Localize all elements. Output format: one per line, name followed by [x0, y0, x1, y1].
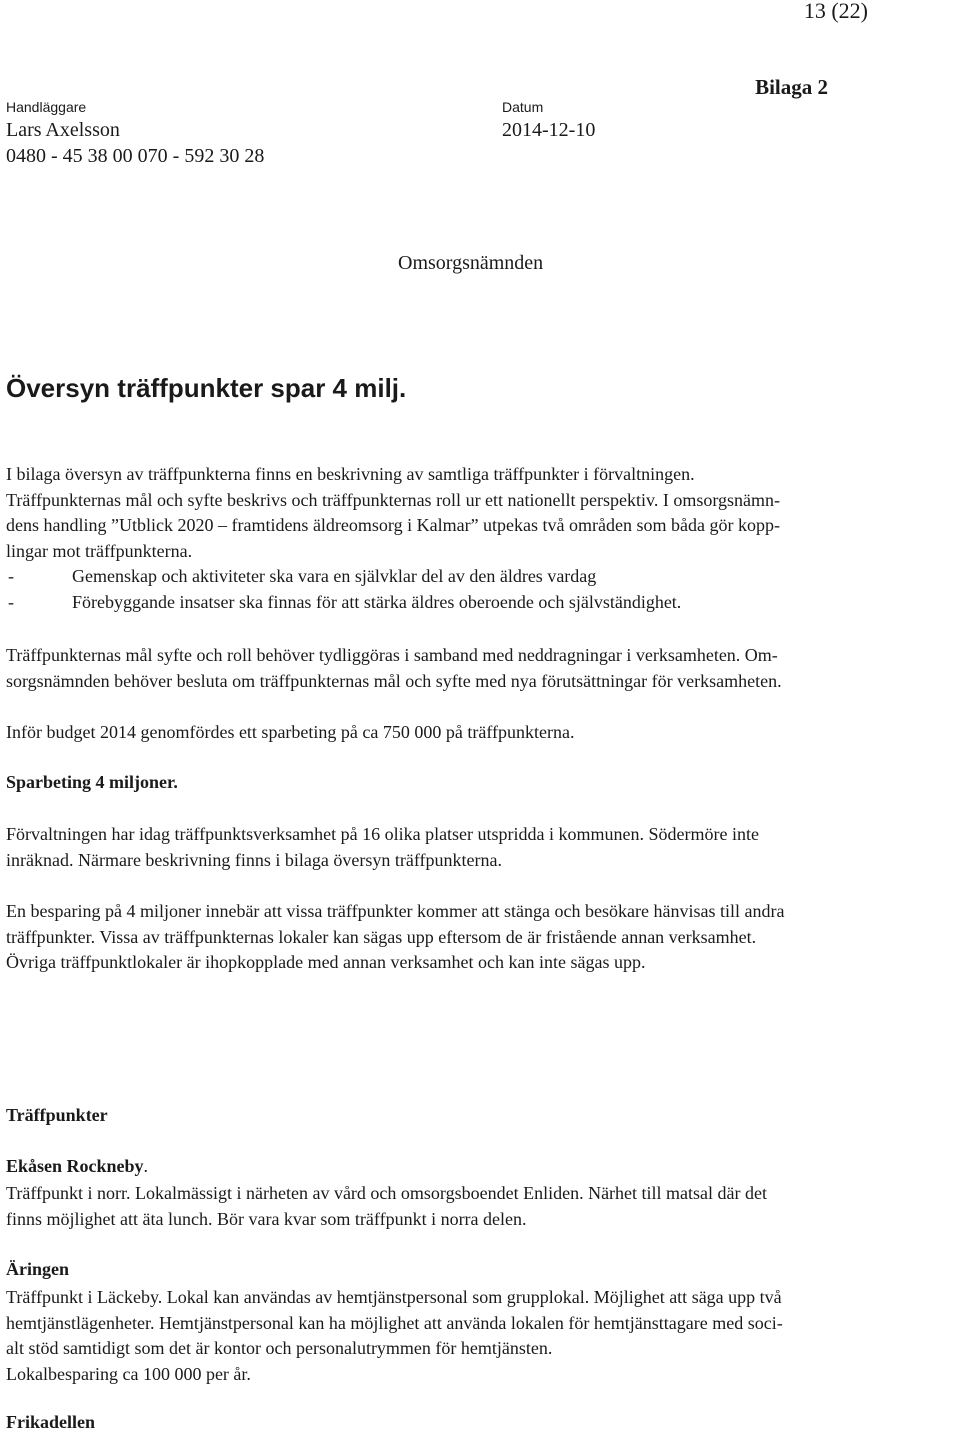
- intro-paragraph: [6, 462, 958, 616]
- locations-paragraph: [6, 822, 958, 873]
- frikadellen-heading: Frikadellen: [6, 1412, 95, 1432]
- datum-label: Datum: [502, 99, 544, 115]
- sparbeting-heading: Sparbeting 4 miljoner.: [6, 772, 178, 792]
- intro-line: I bilaga översyn av träffpunkterna finns en beskrivning av samtliga träffpunkter i förvaltningen.: [6, 464, 695, 484]
- paragraph-line: sorgsnämnden behöver besluta om träffpunkternas mål och syfte med nya förutsättningar för verksamheten.: [6, 670, 782, 691]
- list-item: [6, 590, 958, 616]
- ekasen-paragraph: [6, 1181, 958, 1232]
- paragraph-line: träffpunkter. Vissa av träffpunkternas lokaler kan sägas upp eftersom de är fristående annan verksamhet.: [6, 926, 757, 947]
- page-number: 13 (22): [803, 0, 868, 23]
- ekasen-heading-suffix: .: [143, 1156, 149, 1176]
- traffpunkter-heading: Träffpunkter: [6, 1105, 108, 1125]
- intro-line: dens handling ”Utblick 2020 – framtidens äldreomsorg i Kalmar” utpekas två områden som båda gör kopp-: [6, 515, 780, 536]
- document-date: 2014-12-10: [502, 119, 596, 141]
- paragraph-line: inräknad. Närmare beskrivning finns i bilaga översyn träffpunkterna.: [6, 849, 503, 870]
- paragraph-line: alt stöd samtidigt som det är kontor och personalutrymmen för hemtjänsten.: [6, 1338, 553, 1359]
- paragraph-line: finns möjlighet att äta lunch. Bör vara kvar som träffpunkt i norra delen.: [6, 1208, 527, 1229]
- handlaggare-name: Lars Axelsson: [6, 119, 120, 141]
- paragraph-line: hemtjänstlägenheter. Hemtjänstpersonal kan ha möjlighet att använda lokalen för hemtjänsttagare med soci-: [6, 1312, 783, 1333]
- attachment-label: Bilaga 2: [755, 75, 828, 99]
- list-item-text: Förebyggande insatser ska finnas för att stärka äldres oberoende och självständighet.: [72, 591, 682, 612]
- paragraph-line: Lokalbesparing ca 100 000 per år.: [6, 1363, 251, 1384]
- paragraph-line: En besparing på 4 miljoner innebär att vissa träffpunkter kommer att stänga och besökare hänvisas till andra: [6, 901, 785, 921]
- list-item: [6, 564, 958, 590]
- paragraph-line: Inför budget 2014 genomfördes ett sparbeting på ca 750 000 på träffpunkterna.: [6, 722, 575, 742]
- list-item-text: Gemenskap och aktiviteter ska vara en självklar del av den äldres vardag: [72, 566, 597, 587]
- paragraph-line: Träffpunkt i norr. Lokalmässigt i närheten av vård och omsorgsboendet Enliden. Närhet till matsal där det: [6, 1183, 768, 1203]
- aringen-heading: Äringen: [6, 1259, 69, 1279]
- intro-line: Träffpunkternas mål och syfte beskrivs och träffpunkternas roll ur ett nationellt perspektiv. I omsorgsnämn-: [6, 489, 780, 510]
- ekasen-heading: [6, 1156, 148, 1177]
- budget-paragraph: [6, 720, 958, 746]
- paragraph-line: Träffpunkt i Läckeby. Lokal kan användas av hemtjänstpersonal som grupplokal. Möjlighet att säga upp två: [6, 1287, 782, 1307]
- paragraph-line: Övriga träffpunktlokaler är ihopkopplade med annan verksamhet och kan inte sägas upp.: [6, 952, 646, 973]
- list-dash: -: [8, 566, 14, 587]
- paragraph-line: Träffpunkternas mål syfte och roll behöver tydliggöras i samband med neddragningar i verksamheten. Om-: [6, 645, 778, 665]
- intro-line: lingar mot träffpunkterna.: [6, 540, 193, 561]
- list-dash: -: [8, 591, 14, 612]
- paragraph-line: Förvaltningen har idag träffpunktsverksamhet på 16 olika platser utspridda i kommunen. Södermöre inte: [6, 824, 759, 844]
- ekasen-heading-text: Ekåsen Rockneby: [6, 1156, 144, 1176]
- goals-paragraph: [6, 643, 958, 694]
- aringen-paragraph: [6, 1285, 958, 1387]
- handlaggare-phone: 0480 - 45 38 00 070 - 592 30 28: [6, 145, 265, 167]
- savings-paragraph: [6, 899, 958, 976]
- document-title: Översyn träffpunkter spar 4 milj.: [6, 373, 407, 403]
- handlaggare-label: Handläggare: [6, 99, 87, 115]
- recipient: Omsorgsnämnden: [398, 252, 544, 274]
